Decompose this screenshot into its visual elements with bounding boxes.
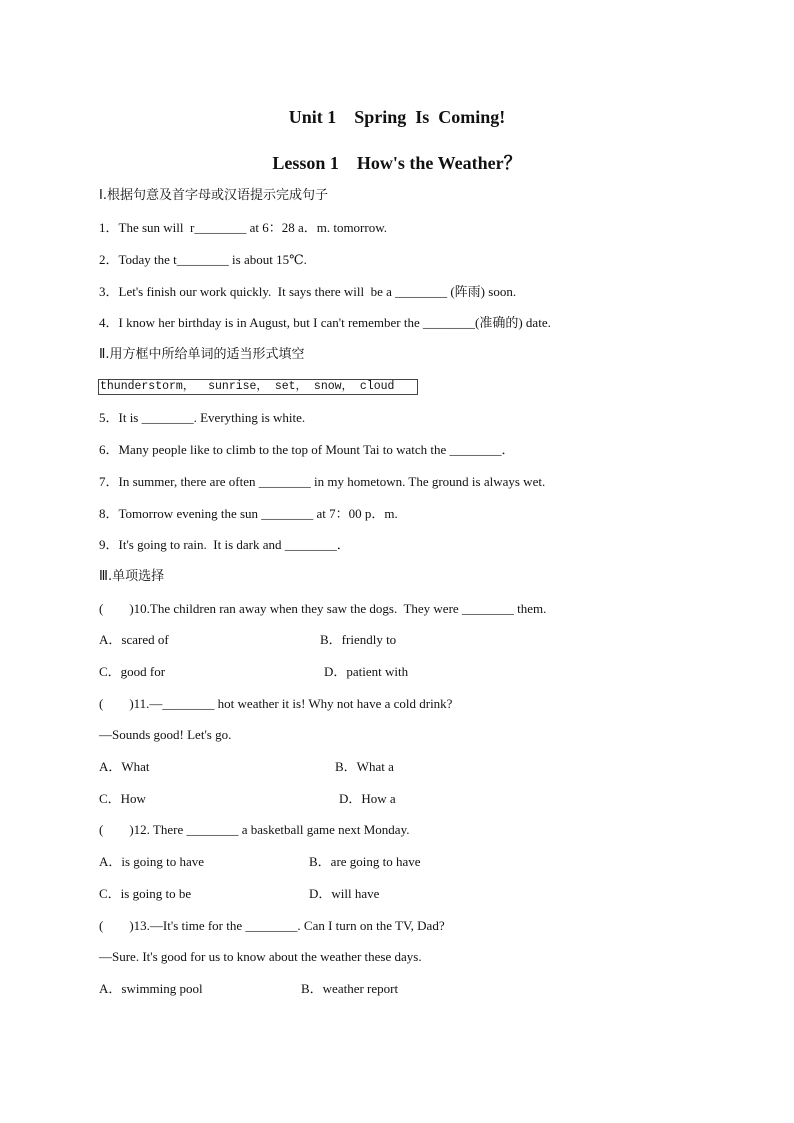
question-12-stem: ( )12. There ________ a basketball game next Monday. bbox=[99, 822, 410, 837]
question-11-stem: ( )11.—________ hot weather it is! Why not have a cold drink? bbox=[99, 696, 453, 711]
question-5: 5．It is ________. Everything is white. bbox=[99, 410, 306, 425]
question-13-stem: ( )13.—It's time for the ________. Can I turn on the TV, Dad? bbox=[99, 918, 445, 933]
question-11-reply: —Sounds good! Let's go. bbox=[99, 727, 232, 742]
question-13-reply: —Sure. It's good for us to know about the weather these days. bbox=[99, 949, 422, 964]
question-10-option-a: A．scared of bbox=[99, 632, 169, 647]
question-10-option-b: B．friendly to bbox=[320, 632, 397, 647]
question-3: 3．Let's finish our work quickly. It says there will be a ________ (阵雨) soon. bbox=[99, 284, 517, 299]
lesson-title: Lesson 1 How's the Weather？ bbox=[272, 153, 522, 173]
question-7: 7．In summer, there are often ________ in my hometown. The ground is always wet. bbox=[99, 474, 546, 489]
section-2-heading: Ⅱ.用方框中所给单词的适当形式填空 bbox=[99, 347, 305, 362]
question-6: 6．Many people like to climb to the top of Mount Tai to watch the ________． bbox=[99, 442, 515, 457]
question-9: 9．It's going to rain. It is dark and ________． bbox=[99, 537, 350, 552]
question-11-option-a: A．What bbox=[99, 759, 150, 774]
section-3-heading: Ⅲ.单项选择 bbox=[99, 569, 165, 584]
question-11-option-d: D．How a bbox=[339, 791, 396, 806]
question-12-option-a: A．is going to have bbox=[99, 854, 205, 869]
unit-title: Unit 1 Spring Is Coming! bbox=[288, 107, 506, 127]
section-1-heading: Ⅰ.根据句意及首字母或汉语提示完成句子 bbox=[99, 188, 328, 203]
question-4: 4．I know her birthday is in August, but I can't remember the ________(准确的) date. bbox=[99, 315, 551, 330]
question-12-option-d: D．will have bbox=[309, 886, 380, 901]
question-8: 8．Tomorrow evening the sun ________ at 7：00 p．m. bbox=[99, 506, 398, 521]
question-2: 2．Today the t________ is about 15℃. bbox=[99, 252, 307, 267]
question-13-option-b: B．weather report bbox=[301, 981, 399, 996]
question-10-stem: ( )10.The children ran away when they saw the dogs. They were ________ them. bbox=[99, 601, 547, 616]
question-10-option-c: C．good for bbox=[99, 664, 166, 679]
word-box: thunderstorm， sunrise， set， snow， cloud bbox=[98, 379, 418, 395]
question-11-option-b: B．What a bbox=[335, 759, 394, 774]
question-11-option-c: C．How bbox=[99, 791, 146, 806]
question-12-option-c: C．is going to be bbox=[99, 886, 192, 901]
question-13-option-a: A．swimming pool bbox=[99, 981, 203, 996]
question-12-option-b: B．are going to have bbox=[309, 854, 421, 869]
question-1: 1．The sun will r________ at 6：28 a．m. tomorrow. bbox=[99, 220, 388, 235]
question-10-option-d: D．patient with bbox=[324, 664, 409, 679]
